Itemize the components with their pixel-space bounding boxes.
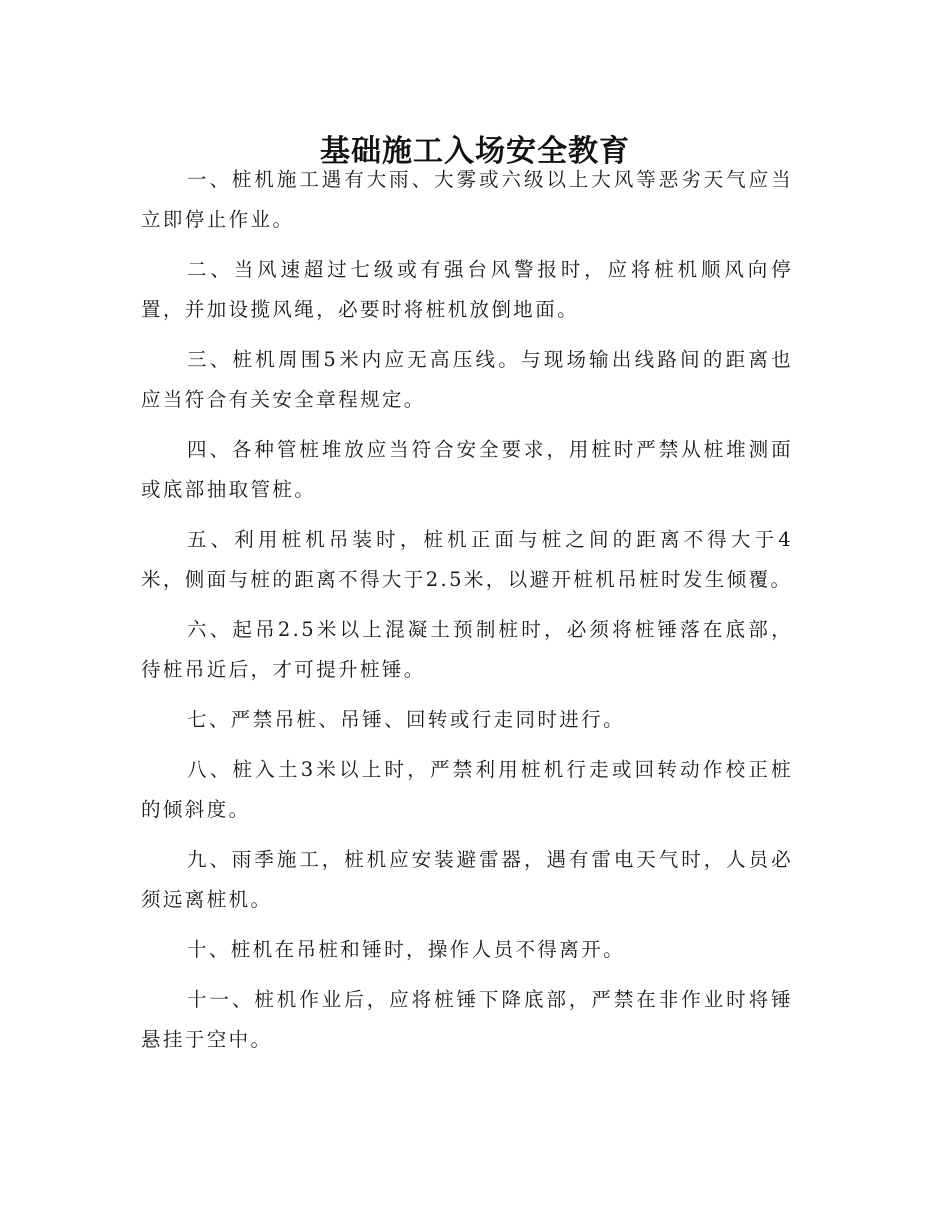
rule-paragraph-10: 十、桩机在吊桩和锤时，操作人员不得离开。 — [187, 938, 626, 961]
rule-paragraph-3: 三、桩机周围5米内应无高压线。与现场输出线路间的距离也应当符合有关安全章程规定。 — [141, 348, 793, 411]
rule-paragraph-2: 二、当风速超过七级或有强台风警报时，应将桩机顺风向停置，并加设揽风绳，必要时将桩机放倒地面。 — [141, 258, 793, 321]
rule-paragraph-11: 十一、桩机作业后，应将桩锤下降底部，严禁在非作业时将锤悬挂于空中。 — [141, 988, 793, 1051]
rule-paragraph-1: 一、桩机施工遇有大雨、大雾或六级以上大风等恶劣天气应当立即停止作业。 — [141, 168, 793, 231]
rule-paragraph-5: 五、利用桩机吊装时，桩机正面与桩之间的距离不得大于4米，侧面与桩的距离不得大于2.5米，以避开桩机吊桩时发生倾覆。 — [141, 528, 793, 591]
rule-paragraph-4: 四、各种管桩堆放应当符合安全要求，用桩时严禁从桩堆测面或底部抽取管桩。 — [141, 438, 793, 501]
rule-paragraph-7: 七、严禁吊桩、吊锤、回转或行走同时进行。 — [187, 708, 626, 731]
rule-paragraph-6: 六、起吊2.5米以上混凝土预制桩时，必须将桩锤落在底部，待桩吊近后，才可提升桩锤。 — [141, 618, 793, 681]
document-title: 基础施工入场安全教育 — [320, 134, 630, 170]
rule-paragraph-9: 九、雨季施工，桩机应安装避雷器，遇有雷电天气时，人员必须远离桩机。 — [141, 848, 793, 911]
rule-paragraph-8: 八、桩入土3米以上时，严禁利用桩机行走或回转动作校正桩的倾斜度。 — [141, 758, 793, 821]
document-body — [141, 160, 793, 1070]
